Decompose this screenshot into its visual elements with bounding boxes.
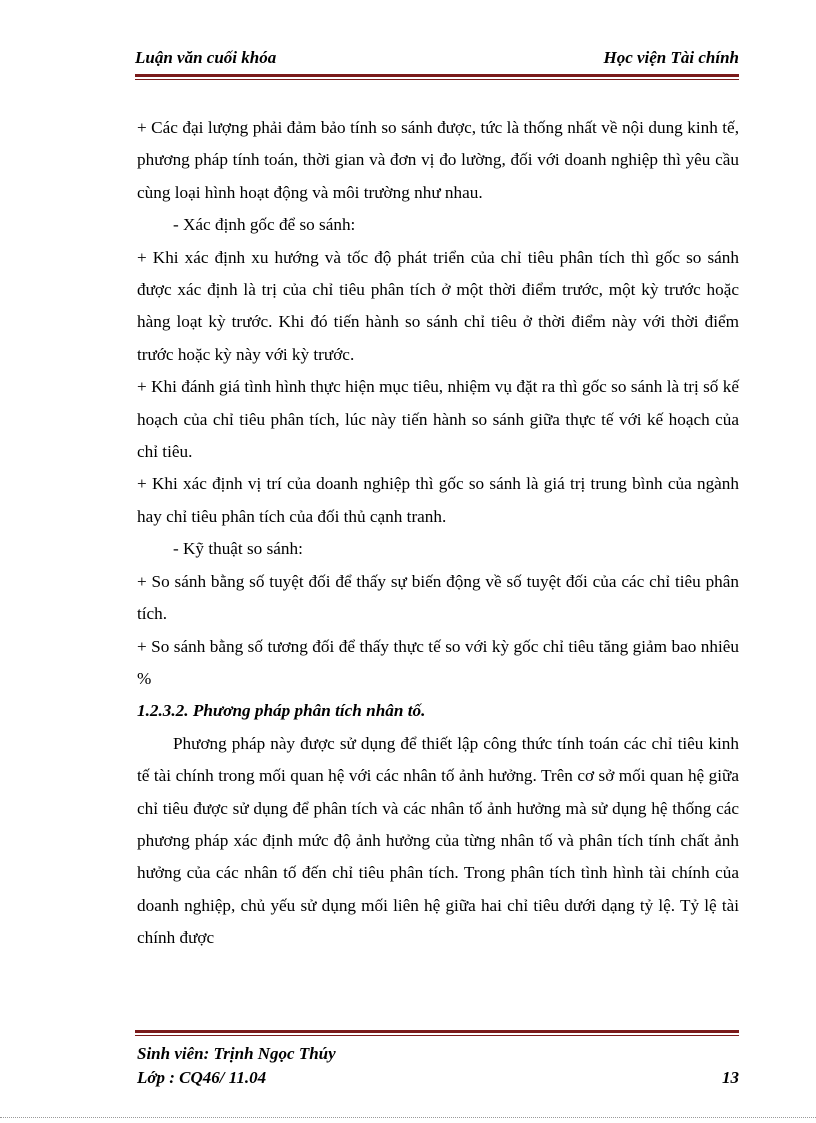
page-body — [137, 112, 739, 955]
page-header — [135, 48, 739, 72]
paragraph-trend-base: + Khi xác định xu hướng và tốc độ phát triển của chỉ tiêu phân tích thì gốc so sánh được xác định là trị của chỉ tiêu phân tích ở một thời điểm trước, một kỳ trước hoặc hàng loạt kỳ trước. Khi đó tiến hành so sánh chỉ tiêu ở thời điểm này với thời điểm trước hoặc kỳ này với kỳ trước. — [137, 247, 739, 364]
paragraph-factor-analysis: Phương pháp này được sử dụng để thiết lập công thức tính toán các chỉ tiêu kinh tế tài chính trong mối quan hệ với các nhân tố ảnh hưởng. Trên cơ sở mối quan hệ giữa chỉ tiêu được sử dụng để phân tích và các nhân tố ảnh hưởng mà sử dụng hệ thống các phương pháp xác định mức độ ảnh hưởng của từng nhân tố và phân tích tính chất ảnh hưởng của các nhân tố đến chỉ tiêu phân tích. Trong phân tích tình hình tài chính của doanh nghiệp, chủ yếu sử dụng mối liên hệ giữa hai chỉ tiêu dưới dạng tỷ lệ. Tỷ lệ tài chính được — [137, 733, 739, 948]
paragraph-plan-base: + Khi đánh giá tình hình thực hiện mục tiêu, nhiệm vụ đặt ra thì gốc so sánh là trị số kế hoạch của chỉ tiêu phân tích, lúc này tiến hành so sánh giữa thực tế với kế hoạch của chỉ tiêu. — [137, 377, 739, 462]
header-thesis-title: Luận văn cuối khóa — [135, 48, 277, 67]
header-divider — [135, 74, 739, 80]
footer-class: Lớp : CQ46/ 11.04 — [137, 1068, 267, 1087]
paragraph-technique: - Kỹ thuật so sánh: — [173, 539, 303, 559]
paragraph-position-base: + Khi xác định vị trí của doanh nghiệp thì gốc so sánh là giá trị trung bình của ngành hay chỉ tiêu phân tích của đối thủ cạnh tranh. — [137, 474, 739, 526]
paragraph-base-selection: - Xác định gốc để so sánh: — [173, 215, 356, 235]
page-number: 13 — [722, 1068, 739, 1087]
paragraph-absolute-compare: + So sánh bằng số tuyệt đối để thấy sự biến động về số tuyệt đối của các chỉ tiêu phân tích. — [137, 571, 739, 624]
header-institution: Học viện Tài chính — [603, 48, 739, 67]
footer-divider — [135, 1030, 739, 1036]
page-edge-divider — [0, 1117, 816, 1118]
section-heading: 1.2.3.2. Phương pháp phân tích nhân tố. — [137, 701, 426, 721]
page-footer — [137, 1042, 739, 1090]
paragraph-relative-compare: + So sánh bằng số tương đối để thấy thực tế so với kỳ gốc chỉ tiêu tăng giảm bao nhiêu % — [137, 636, 739, 688]
paragraph-comparability: + Các đại lượng phải đảm bảo tính so sánh được, tức là thống nhất về nội dung kinh tế, phương pháp tính toán, thời gian và đơn vị đo lường, đối với doanh nghiệp thì yêu cầu cùng loại hình hoạt động và môi trường như nhau. — [137, 118, 739, 202]
footer-student-name: Sinh viên: Trịnh Ngọc Thúy — [137, 1044, 336, 1063]
